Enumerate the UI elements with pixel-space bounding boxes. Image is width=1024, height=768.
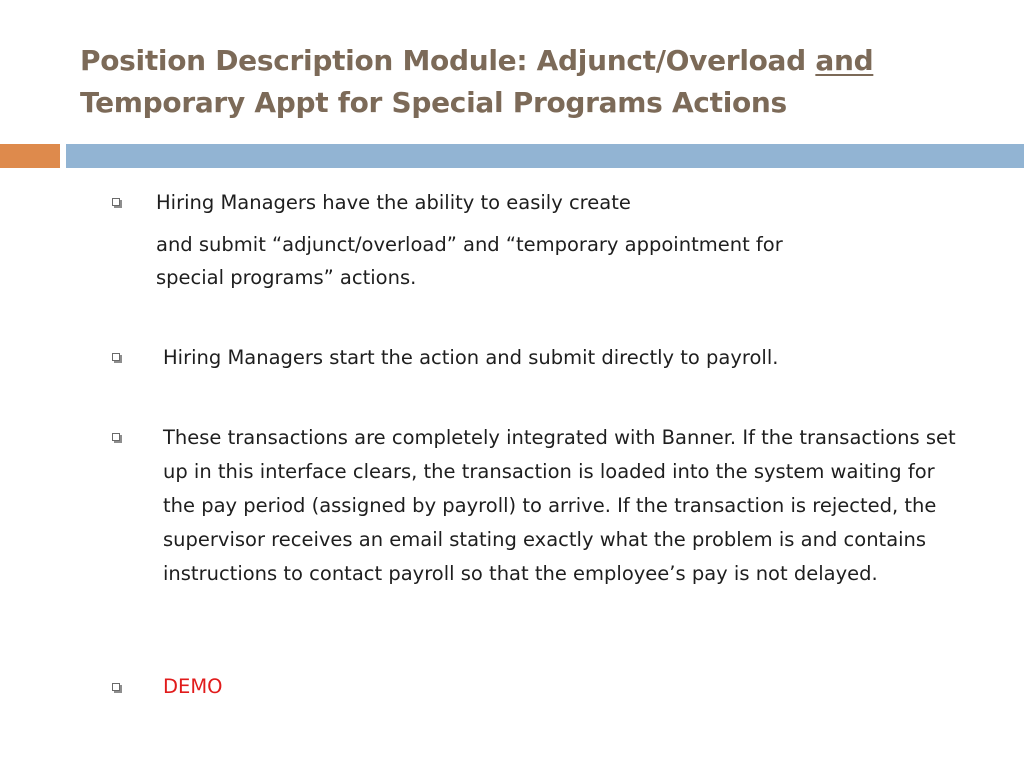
- demo-label: DEMO: [163, 675, 223, 698]
- bullet-1-continuation-line-2: special programs” actions.: [156, 266, 417, 289]
- square-bullet-icon: [112, 683, 120, 691]
- bullet-1-first-line: Hiring Managers have the ability to easily create: [156, 191, 631, 214]
- header-divider-bar: [66, 144, 1024, 168]
- bullet-1-continuation-line-1: and submit “adjunct/overload” and “temporary appointment for: [156, 233, 783, 256]
- accent-bar: [0, 144, 60, 168]
- slide-title: [80, 40, 980, 124]
- square-bullet-icon: [112, 353, 120, 361]
- title-part-1: Position Description Module: Adjunct/Overload: [80, 44, 816, 77]
- title-underlined-word: and: [815, 44, 874, 77]
- square-bullet-icon: [112, 198, 120, 206]
- bullet-2-text: Hiring Managers start the action and submit directly to payroll.: [163, 346, 779, 369]
- bullet-3-text: These transactions are completely integrated with Banner. If the transactions set up in this interface clears, the transaction is loaded into the system waiting for the pay period (assigned by payroll) to arrive. If the transaction is rejected, the supervisor receives an email stating exactly what the problem is and contains instructions to contact payroll so that the employee’s pay is not delayed.: [163, 426, 956, 585]
- square-bullet-icon: [112, 433, 120, 441]
- title-part-2: Temporary Appt for Special Programs Actions: [80, 86, 787, 119]
